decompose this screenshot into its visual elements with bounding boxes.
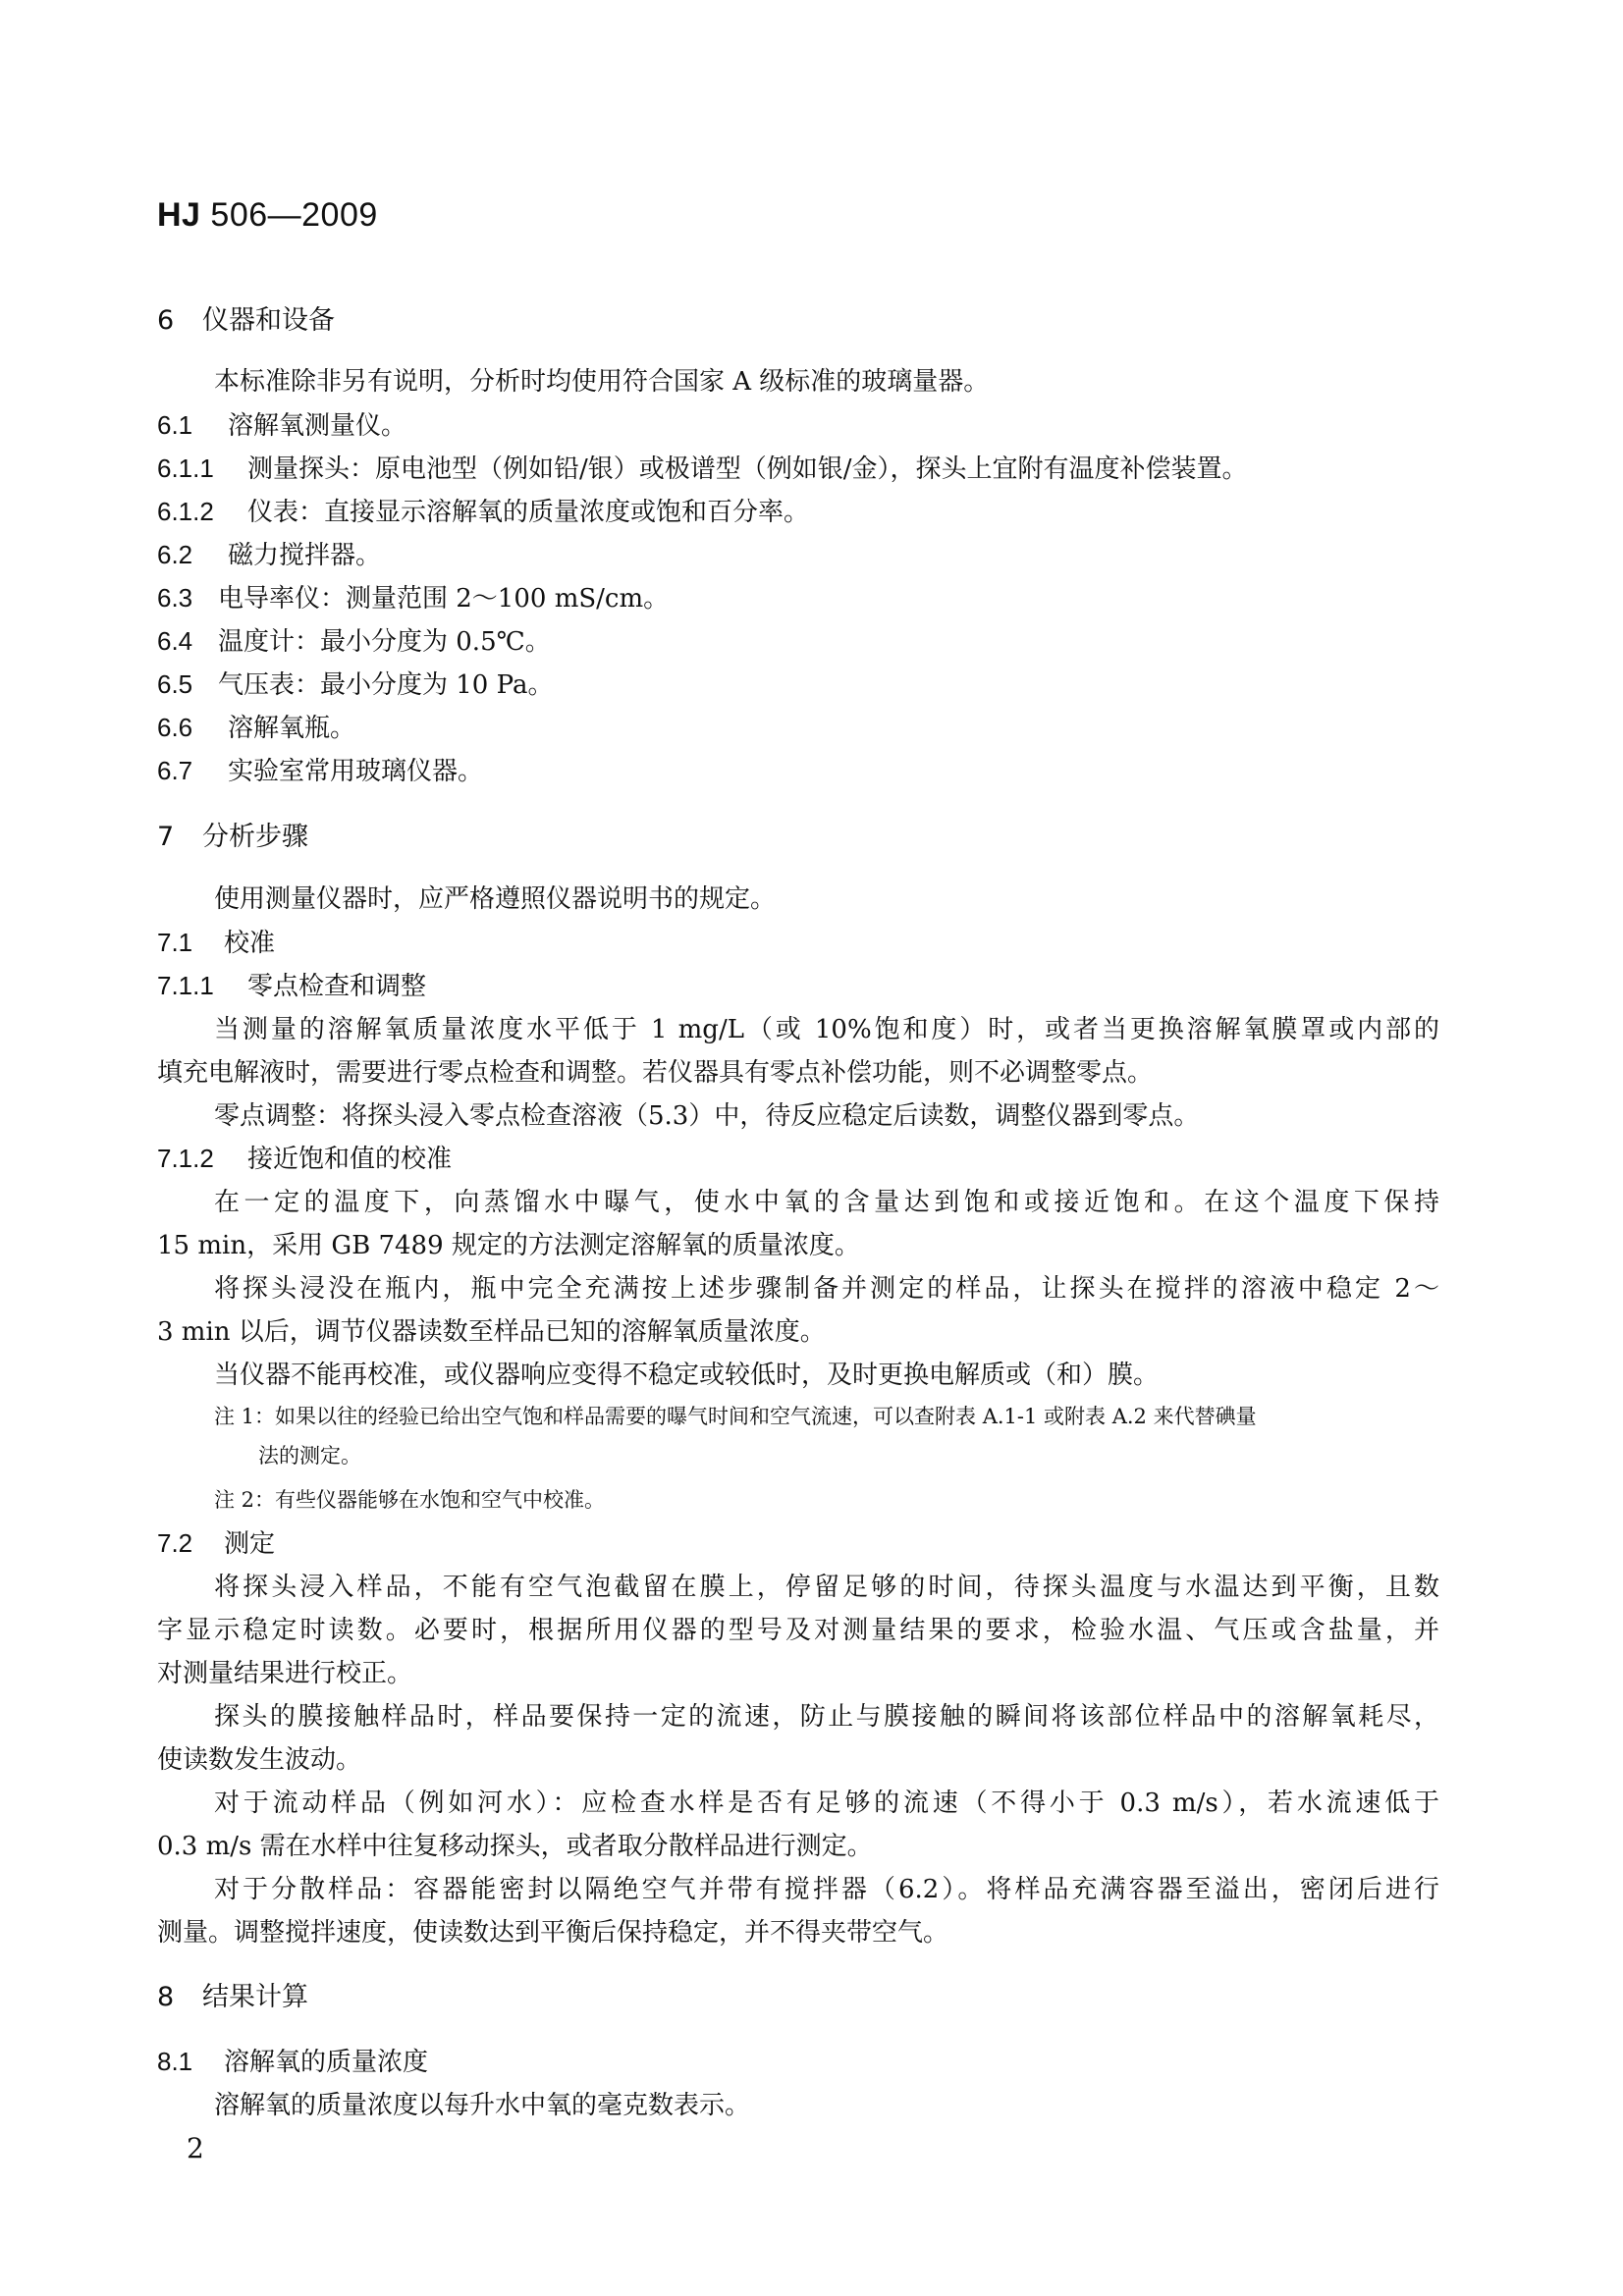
standard-code-header <box>157 196 378 235</box>
item-text: 仪表：直接显示溶解氧的质量浓度或饱和百分率。 <box>247 498 810 527</box>
note-1: 注 1：如果以往的经验已给出空气饱和样品需要的曝气时间和空气流速，可以查附表 A.1-1 或附表 A.2 来代替碘量 <box>214 1405 1257 1428</box>
paragraph-line: 测量。调整搅拌速度，使读数达到平衡后保持稳定，并不得夹带空气。 <box>157 1918 949 1948</box>
subsection-title: 测定 <box>224 1529 276 1559</box>
section-number: 7 <box>157 822 175 852</box>
paragraph-line: 对测量结果进行校正。 <box>157 1659 413 1688</box>
paragraph-line: 将探头浸没在瓶内，瓶中完全充满按上述步骤制备并测定的样品，让探头在搅拌的溶液中稳定 2～ <box>214 1274 1439 1304</box>
item-6-4 <box>157 621 551 658</box>
item-text: 电导率仪：测量范围 2～100 mS/cm。 <box>218 584 670 614</box>
item-6-3 <box>157 578 669 614</box>
item-6-1-2 <box>157 492 809 528</box>
item-6-1 <box>157 405 406 442</box>
subsection-title: 校准 <box>224 929 276 958</box>
item-number: 6.5 <box>157 669 193 699</box>
page-number: 2 <box>187 2132 204 2164</box>
item-6-5 <box>157 665 553 701</box>
item-number: 6.1.2 <box>157 497 214 526</box>
item-text: 实验室常用玻璃仪器。 <box>228 757 484 786</box>
note-1-continued: 法的测定。 <box>258 1444 361 1468</box>
item-6-2 <box>157 535 381 571</box>
paragraph-line: 将探头浸入样品，不能有空气泡截留在膜上，停留足够的时间，待探头温度与水温达到平衡，且数 <box>214 1573 1439 1602</box>
item-number: 6.1.1 <box>157 454 214 483</box>
paragraph-line: 0.3 m/s 需在水样中往复移动探头，或者取分散样品进行测定。 <box>157 1832 873 1861</box>
paragraph-line: 填充电解液时，需要进行零点检查和调整。若仪器具有零点补偿功能，则不必调整零点。 <box>157 1058 1154 1088</box>
section-number: 8 <box>157 1982 175 2012</box>
section-6-intro: 本标准除非另有说明，分析时均使用符合国家 A 级标准的玻璃量器。 <box>214 367 990 397</box>
subsection-8-1-heading <box>157 2042 428 2078</box>
subsection-title: 接近饱和值的校准 <box>247 1145 453 1174</box>
paragraph-line: 使读数发生波动。 <box>157 1745 362 1775</box>
section-number: 6 <box>157 305 175 336</box>
subsection-7-2-heading <box>157 1523 275 1560</box>
paragraph-line: 字显示稳定时读数。必要时，根据所用仪器的型号及对测量结果的要求，检验水温、气压或含盐量，并 <box>157 1616 1439 1645</box>
section-title: 分析步骤 <box>202 822 308 852</box>
paragraph-line: 对于流动样品（例如河水）：应检查水样是否有足够的流速（不得小于 0.3 m/s），若水流速低于 <box>214 1789 1439 1818</box>
paragraph-line: 溶解氧的质量浓度以每升水中氧的毫克数表示。 <box>214 2091 751 2120</box>
paragraph-line: 探头的膜接触样品时，样品要保持一定的流速，防止与膜接触的瞬间将该部位样品中的溶解氧耗尽， <box>214 1702 1439 1732</box>
item-6-7 <box>157 751 483 787</box>
item-text: 测量探头：原电池型（例如铅/银）或极谱型（例如银/金），探头上宜附有温度补偿装置。 <box>247 454 1248 484</box>
paragraph-line: 零点调整：将探头浸入零点检查溶液（5.3）中，待反应稳定后读数，调整仪器到零点。 <box>214 1101 1200 1131</box>
section-7-intro: 使用测量仪器时，应严格遵照仪器说明书的规定。 <box>214 884 777 914</box>
item-text: 溶解氧测量仪。 <box>228 411 407 441</box>
item-text: 磁力搅拌器。 <box>228 541 382 570</box>
item-6-6 <box>157 708 355 744</box>
section-7-heading <box>157 815 308 853</box>
paragraph-line: 对于分散样品：容器能密封以隔绝空气并带有搅拌器（6.2）。将样品充满容器至溢出，密闭后进行 <box>214 1875 1439 1904</box>
standard-code-number: 506—2009 <box>210 196 378 234</box>
note-2: 注 2：有些仪器能够在水饱和空气中校准。 <box>214 1488 606 1512</box>
subsection-number: 7.1.1 <box>157 971 214 1000</box>
section-title: 结果计算 <box>202 1982 308 2012</box>
item-number: 6.6 <box>157 713 193 742</box>
item-text: 溶解氧瓶。 <box>228 714 356 743</box>
subsection-7-1-1-heading <box>157 966 426 1002</box>
item-text: 温度计：最小分度为 0.5℃。 <box>218 627 551 657</box>
paragraph-line: 在一定的温度下，向蒸馏水中曝气，使水中氧的含量达到饱和或接近饱和。在这个温度下保持 <box>214 1188 1439 1217</box>
item-number: 6.1 <box>157 410 193 440</box>
item-number: 6.2 <box>157 540 193 569</box>
subsection-number: 7.2 <box>157 1528 193 1558</box>
section-title: 仪器和设备 <box>202 305 335 336</box>
item-6-1-1 <box>157 449 1248 485</box>
section-6-heading <box>157 298 335 337</box>
subsection-number: 8.1 <box>157 2047 193 2076</box>
item-number: 6.7 <box>157 756 193 785</box>
item-text: 气压表：最小分度为 10 Pa。 <box>218 670 554 700</box>
standard-code-prefix: HJ <box>157 196 201 234</box>
paragraph-line: 3 min 以后，调节仪器读数至样品已知的溶解氧质量浓度。 <box>157 1317 826 1347</box>
subsection-7-1-2-heading <box>157 1139 452 1175</box>
subsection-title: 零点检查和调整 <box>247 972 427 1001</box>
section-8-heading <box>157 1975 308 2013</box>
subsection-title: 溶解氧的质量浓度 <box>224 2048 429 2077</box>
paragraph-line: 当测量的溶解氧质量浓度水平低于 1 mg/L（或 10%饱和度）时，或者当更换溶解氧膜罩或内部的 <box>214 1015 1439 1044</box>
paragraph-line: 当仪器不能再校准，或仪器响应变得不稳定或较低时，及时更换电解质或（和）膜。 <box>214 1361 1160 1390</box>
item-number: 6.4 <box>157 626 193 656</box>
paragraph-line: 15 min，采用 GB 7489 规定的方法测定溶解氧的质量浓度。 <box>157 1231 860 1260</box>
subsection-7-1-heading <box>157 923 275 959</box>
subsection-number: 7.1 <box>157 928 193 957</box>
item-number: 6.3 <box>157 583 193 613</box>
subsection-number: 7.1.2 <box>157 1144 214 1173</box>
